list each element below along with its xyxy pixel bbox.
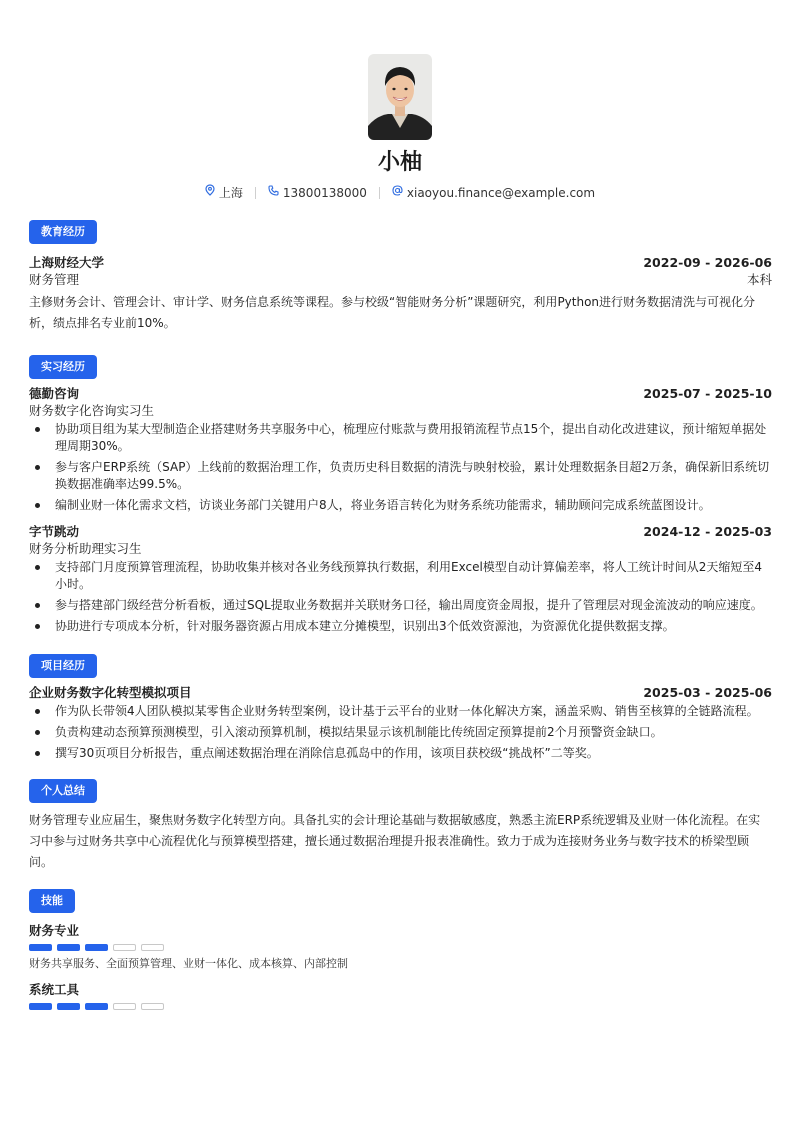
candidate-name: 小柚 xyxy=(377,150,422,175)
summary-text: 财务管理专业应届生，聚焦财务数字化转型方向。具备扎实的会计理论基础与数据敏感度，熟悉主流ERP系统逻辑及业财一体化流程。在实习中参与过财务共享中心流程优化与预算模型搭建，擅长通过数据治理提升报表准确性。致力于成为连接财务业务与数字技术的桥梁型顾问。 xyxy=(29,813,761,869)
contact-bar xyxy=(0,184,800,201)
internship-role-row xyxy=(29,540,772,557)
at-sign-icon xyxy=(392,185,403,201)
internship-bullets xyxy=(29,559,772,635)
education-date: 2022-09 - 2026-06 xyxy=(643,255,772,270)
contact-location xyxy=(205,184,243,201)
skill-level-filled xyxy=(57,944,80,951)
section-badge-project: 项目经历 xyxy=(29,654,97,678)
major: 财务管理 xyxy=(29,272,80,287)
section-badge-skills: 技能 xyxy=(29,889,75,913)
project-bullets xyxy=(29,703,772,762)
location-text: 上海 xyxy=(218,185,243,200)
project-date: 2025-03 - 2025-06 xyxy=(643,685,772,700)
contact-email xyxy=(392,185,595,201)
internship-header xyxy=(29,523,772,540)
skill-description: 财务共享服务、全面预算管理、业财一体化、成本核算、内部控制 xyxy=(29,957,348,970)
internship-role: 财务分析助理实习生 xyxy=(29,541,142,556)
internship-role-row xyxy=(29,402,772,419)
skill-name: 系统工具 xyxy=(29,982,80,997)
email-text: xiaoyou.finance@example.com xyxy=(406,185,596,200)
avatar xyxy=(368,54,432,140)
company-name: 字节跳动 xyxy=(29,524,80,539)
skill-level-filled xyxy=(85,944,108,951)
education-section xyxy=(29,220,772,334)
project-header xyxy=(29,684,772,701)
education-subheader xyxy=(29,271,772,288)
list-item: 参与搭建部门级经营分析看板，通过SQL提取业务数据并关联财务口径，输出周度资金周报，提升了管理层对现金流波动的响应速度。 xyxy=(29,597,772,614)
section-badge-internship: 实习经历 xyxy=(29,355,97,379)
skill-level-filled xyxy=(57,1003,80,1010)
skill-level-empty xyxy=(141,944,164,951)
contact-phone xyxy=(268,185,367,201)
skill-level-filled xyxy=(29,944,52,951)
phone-icon xyxy=(268,185,279,201)
skill-level-empty xyxy=(113,1003,136,1010)
skill-level-filled xyxy=(29,1003,52,1010)
company-name: 德勤咨询 xyxy=(29,386,80,401)
list-item: 协助进行专项成本分析，针对服务器资源占用成本建立分摊模型，识别出3个低效资源池，为资源优化提供数据支撑。 xyxy=(29,618,772,635)
list-item: 作为队长带领4人团队模拟某零售企业财务转型案例，设计基于云平台的业财一体化解决方案，涵盖采购、销售至核算的全链路流程。 xyxy=(29,703,772,720)
education-description: 主修财务会计、管理会计、审计学、财务信息系统等课程。参与校级“智能财务分析”课题研究，利用Python进行财务数据清洗与可视化分析，绩点排名专业前10%。 xyxy=(29,295,756,330)
list-item: 负责构建动态预算预测模型，引入滚动预算机制，模拟结果显示该机制能比传统固定预算提前2个月预警资金缺口。 xyxy=(29,724,772,741)
list-item: 撰写30页项目分析报告，重点阐述数据治理在消除信息孤岛中的作用，该项目获校级“挑战杯”二等奖。 xyxy=(29,745,772,762)
resume-body xyxy=(29,220,772,1010)
section-badge-education: 教育经历 xyxy=(29,220,97,244)
internship-header xyxy=(29,385,772,402)
project-name: 企业财务数字化转型模拟项目 xyxy=(29,685,192,700)
skill-level xyxy=(29,1003,772,1010)
contact-divider xyxy=(379,187,380,199)
internship-item xyxy=(29,385,772,514)
list-item: 支持部门月度预算管理流程，协助收集并核对各业务线预算执行数据，利用Excel模型自动计算偏差率，将人工统计时间从2天缩短至4小时。 xyxy=(29,559,772,593)
contact-divider xyxy=(255,187,256,199)
internship-date: 2025-07 - 2025-10 xyxy=(643,386,772,401)
list-item: 编制业财一体化需求文档，访谈业务部门关键用户8人，将业务语言转化为财务系统功能需求，辅助顾问完成系统蓝图设计。 xyxy=(29,497,772,514)
skill-level-filled xyxy=(85,1003,108,1010)
map-pin-icon xyxy=(205,184,215,201)
school-name: 上海财经大学 xyxy=(29,255,105,270)
internship-bullets xyxy=(29,421,772,514)
project-item xyxy=(29,684,772,762)
skill-name: 财务专业 xyxy=(29,923,80,938)
internship-date: 2024-12 - 2025-03 xyxy=(643,524,772,539)
phone-text: 13800138000 xyxy=(282,185,367,200)
internship-item xyxy=(29,523,772,635)
skill-level-empty xyxy=(141,1003,164,1010)
degree: 本科 xyxy=(746,272,772,287)
skill-level xyxy=(29,944,772,951)
list-item: 协助项目组为某大型制造企业搭建财务共享服务中心，梳理应付账款与费用报销流程节点15个，提出自动化改进建议，预计缩短单据处理周期30%。 xyxy=(29,421,772,455)
section-badge-summary: 个人总结 xyxy=(29,779,97,803)
education-header xyxy=(29,254,772,271)
skill-level-empty xyxy=(113,944,136,951)
internship-role: 财务数字化咨询实习生 xyxy=(29,403,155,418)
project-section xyxy=(29,654,772,762)
skill-item xyxy=(29,981,772,1010)
resume-header xyxy=(0,54,800,201)
skill-item xyxy=(29,922,772,972)
list-item: 参与客户ERP系统（SAP）上线前的数据治理工作，负责历史科目数据的清洗与映射校验，累计处理数据条目超2万条，确保新旧系统切换数据准确率达99.5%。 xyxy=(29,459,772,493)
summary-section xyxy=(29,779,772,873)
internship-section xyxy=(29,355,772,635)
skills-section xyxy=(29,889,772,1010)
